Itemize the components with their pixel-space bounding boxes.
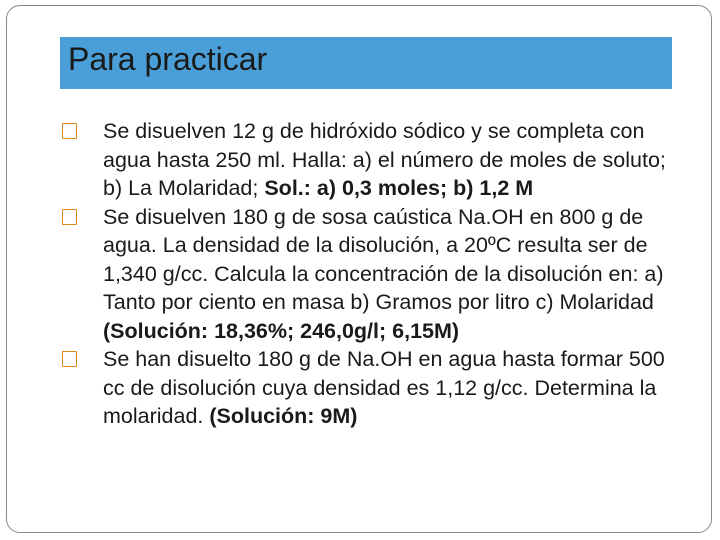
exercise-text: Se disuelven 180 g de sosa caústica Na.OH en 800 g de agua. La densidad de la disolución, a 20ºC resulta ser de 1,340 g/cc. Calcula la concentración de la disolución en: a) Tanto por ciento en masa b) Gramos por litro c) Molaridad [103,204,664,314]
title-bar [60,37,672,89]
exercise-solution: (Solución: 9M) [209,404,358,428]
hollow-square-bullet-icon [62,351,77,367]
exercise-text: Se disuelven 12 g de hidróxido sódico y se completa con agua hasta 250 ml. Halla: a) el número de moles de soluto; b) La Molaridad; [103,119,666,200]
hollow-square-bullet-icon [62,123,77,139]
hollow-square-bullet-icon [62,209,77,225]
exercise-text: Se han disuelto 180 g de Na.OH en agua hasta formar 500 cc de disolución cuya densidad es 1,12 g/cc. Determina la molaridad. [103,347,665,428]
exercise-item [62,345,672,431]
exercise-item [62,117,672,203]
exercise-solution: (Solución: 18,36%; 246,0g/l; 6,15M) [103,318,460,343]
slide-title: Para practicar [68,41,268,77]
exercise-item [62,203,672,346]
exercise-list [62,117,672,431]
exercise-solution: Sol.: a) 0,3 moles; b) 1,2 M [264,176,534,200]
